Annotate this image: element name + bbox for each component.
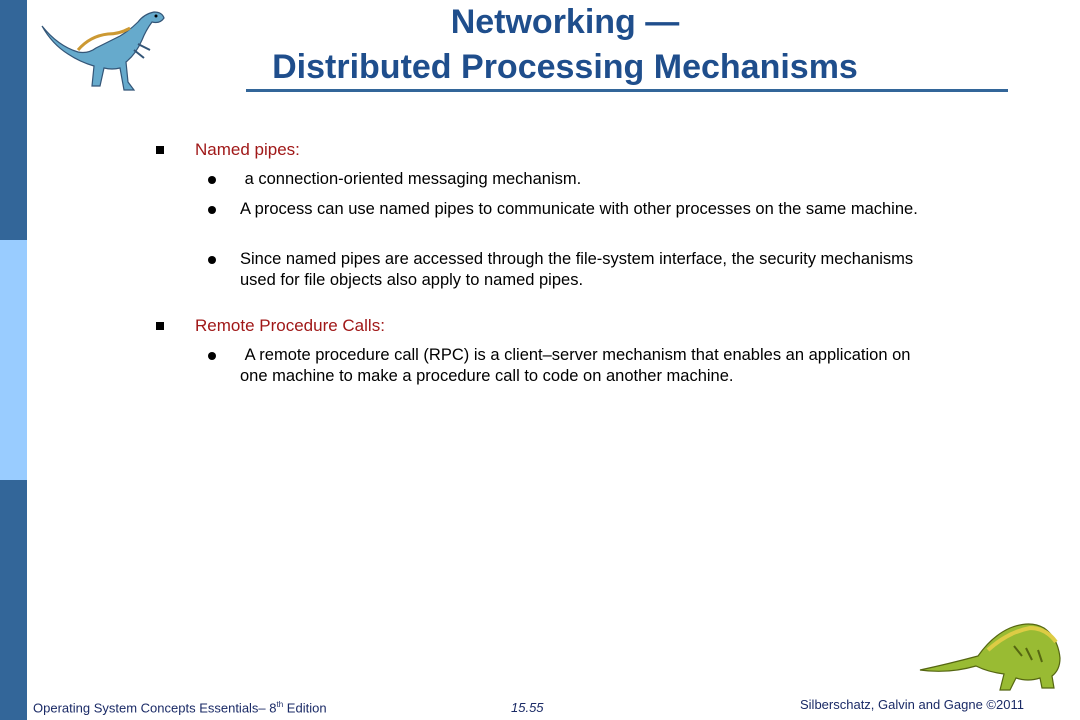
- dinosaur-icon: [918, 606, 1068, 696]
- footer-book-title: [33, 700, 327, 715]
- bullet-text: a connection-oriented messaging mechanism.: [240, 170, 582, 188]
- square-bullet-icon: [156, 322, 164, 330]
- left-bar-top: [0, 0, 27, 240]
- round-bullet-icon: [208, 206, 216, 214]
- round-bullet-icon: [208, 176, 216, 184]
- title-underline: [246, 89, 1008, 92]
- edition-superscript: th: [276, 700, 284, 709]
- edition-word: Edition: [283, 700, 327, 716]
- slide-title: [200, 0, 930, 90]
- title-line-2: Distributed Processing Mechanisms: [272, 48, 858, 86]
- dinosaur-icon: [38, 6, 168, 98]
- round-bullet-icon: [208, 352, 216, 360]
- section-label: Named pipes:: [195, 140, 300, 159]
- section-label: Remote Procedure Calls:: [195, 316, 385, 335]
- bullet-text: A remote procedure call (RPC) is a client–server mechanism that enables an application on one machine to make a procedure call to code on another machine.: [240, 346, 916, 385]
- title-line-1: Networking —: [450, 3, 680, 41]
- round-bullet-icon: [208, 256, 216, 264]
- left-bar-bottom: [0, 480, 27, 720]
- square-bullet-icon: [156, 146, 164, 154]
- page-number: 15.55: [511, 700, 544, 715]
- bullet-text: A process can use named pipes to communicate with other processes on the same machine.: [240, 200, 918, 218]
- bullet-text: Since named pipes are accessed through the file-system interface, the security mechanisms used for file objects also apply to named pipes.: [240, 250, 914, 289]
- left-bar-middle: [0, 240, 27, 480]
- book-title: Operating System Concepts Essentials– 8: [33, 700, 277, 716]
- left-color-bar: [0, 0, 27, 720]
- copyright: Silberschatz, Galvin and Gagne ©2011: [800, 697, 1024, 712]
